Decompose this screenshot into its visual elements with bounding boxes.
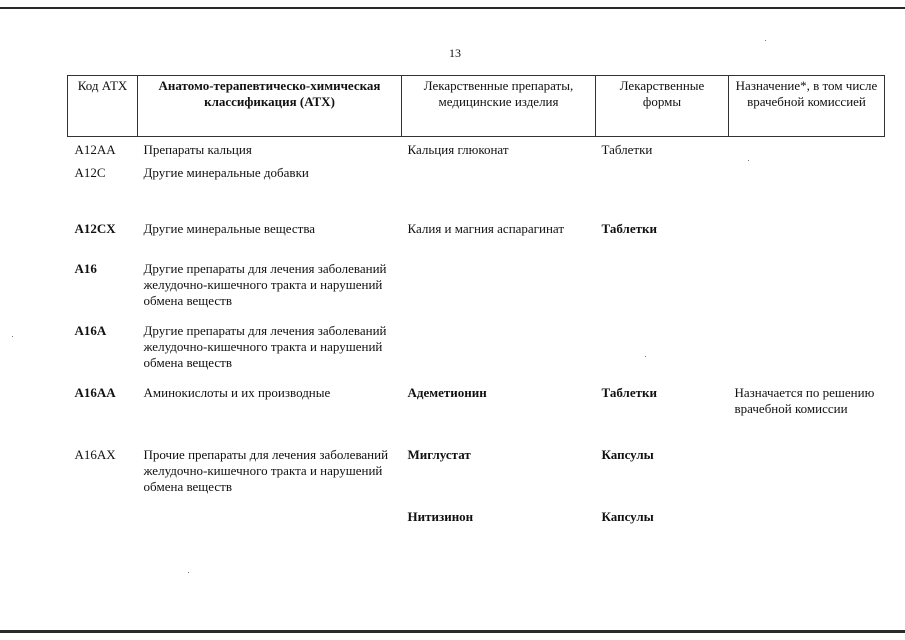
cell-drug xyxy=(402,261,596,323)
header-form: Лекарственные формы xyxy=(596,76,729,137)
cell-classification: Другие препараты для лечения заболеваний желудочно-кишечного тракта и нарушений обмена веществ xyxy=(143,260,387,308)
header-code: Код АТХ xyxy=(68,76,138,137)
cell-assignment xyxy=(729,165,885,221)
table-header-row xyxy=(68,76,885,137)
bottom-border-line xyxy=(0,630,905,633)
table-row xyxy=(68,165,885,221)
cell-code: A16AX xyxy=(74,446,116,462)
cell-assignment xyxy=(729,137,885,165)
table-row xyxy=(68,385,885,447)
cell-form: Таблетки xyxy=(601,384,657,400)
cell-form: Капсулы xyxy=(601,446,654,462)
scan-speck xyxy=(12,336,13,337)
cell-drug xyxy=(402,323,596,385)
cell-drug: Калия и магния аспарагинат xyxy=(407,220,565,236)
cell-code: A16 xyxy=(74,260,97,276)
cell-assignment xyxy=(729,221,885,261)
cell-code: A16AA xyxy=(74,384,116,400)
table-row xyxy=(68,137,885,165)
cell-form xyxy=(596,261,729,323)
header-drug: Лекарственные препараты, медицинские изделия xyxy=(402,76,596,137)
scan-speck xyxy=(765,40,766,41)
header-classification: Анатомо-терапевтическо-химическая классификация (АТХ) xyxy=(138,76,402,137)
cell-classification: Прочие препараты для лечения заболеваний желудочно-кишечного тракта и нарушений обмена веществ xyxy=(143,446,389,494)
cell-drug: Нитизинон xyxy=(407,508,474,524)
cell-code: A12AA xyxy=(74,142,116,157)
table-row xyxy=(68,509,885,533)
cell-classification: Препараты кальция xyxy=(143,142,252,157)
table-row xyxy=(68,221,885,261)
page-number: 13 xyxy=(449,46,461,60)
scan-speck xyxy=(188,572,189,573)
cell-assignment xyxy=(729,509,885,533)
cell-drug: Миглустат xyxy=(407,446,471,462)
cell-drug: Кальция глюконат xyxy=(407,142,509,157)
cell-form xyxy=(596,165,729,221)
cell-code xyxy=(68,509,138,533)
table-row xyxy=(68,323,885,385)
top-border-line xyxy=(0,7,905,9)
table-row xyxy=(68,447,885,509)
cell-form xyxy=(596,323,729,385)
scan-speck xyxy=(645,356,646,357)
cell-classification: Аминокислоты и их производные xyxy=(143,384,331,400)
cell-assignment xyxy=(729,447,885,509)
cell-form: Таблетки xyxy=(601,220,657,236)
cell-assignment xyxy=(729,323,885,385)
cell-classification: Другие препараты для лечения заболеваний желудочно-кишечного тракта и нарушений обмена веществ xyxy=(143,322,387,370)
cell-assignment xyxy=(729,261,885,323)
scan-speck xyxy=(748,160,749,161)
header-assignment: Назначение*, в том числе врачебной комиссией xyxy=(729,76,885,137)
cell-classification: Другие минеральные вещества xyxy=(143,220,316,236)
cell-assignment: Назначается по решению врачебной комиссии xyxy=(734,384,875,416)
cell-classification xyxy=(138,509,402,533)
cell-drug xyxy=(402,165,596,221)
atx-drug-table xyxy=(67,75,885,533)
cell-drug: Адеметионин xyxy=(407,384,487,400)
cell-form: Таблетки xyxy=(601,142,653,157)
cell-classification: Другие минеральные добавки xyxy=(143,164,309,180)
cell-code: A12C xyxy=(74,164,106,180)
table-row xyxy=(68,261,885,323)
cell-code: A16A xyxy=(74,322,107,338)
cell-form: Капсулы xyxy=(601,508,654,524)
cell-code: A12CX xyxy=(74,220,116,236)
